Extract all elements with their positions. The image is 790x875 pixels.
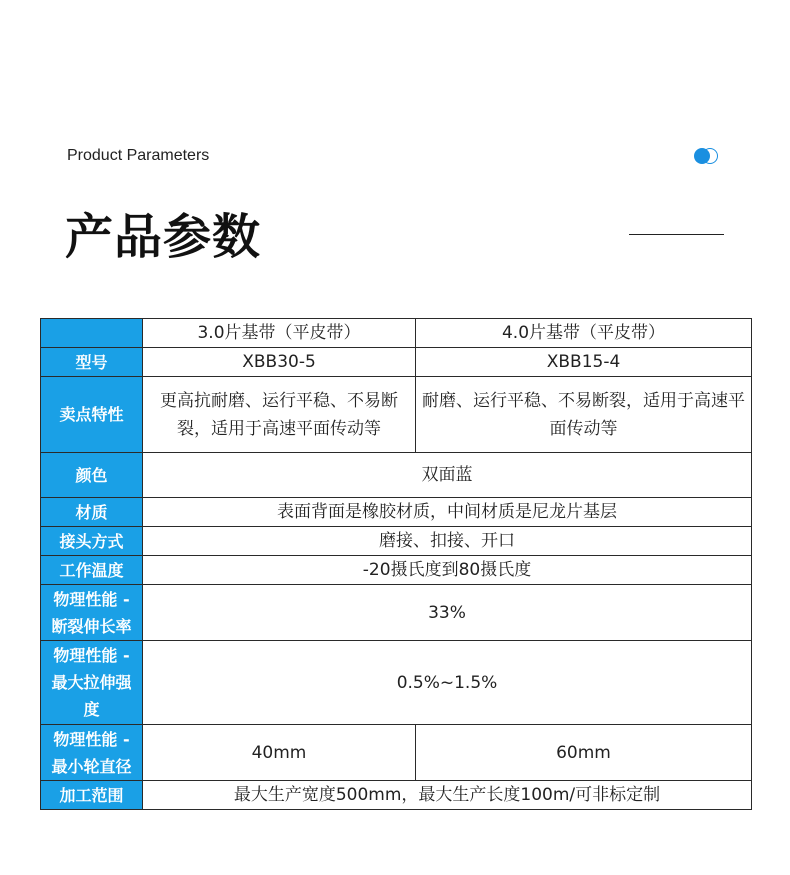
- table-row: [41, 319, 752, 348]
- stretch-value: 0.5%~1.5%: [143, 641, 752, 725]
- table-row: [41, 641, 752, 725]
- row-label-material: 材质: [41, 498, 143, 527]
- row-label-features: 卖点特性: [41, 377, 143, 453]
- row-label-processing: 加工范围: [41, 781, 143, 810]
- table-row: [41, 527, 752, 556]
- header-col1: 3.0片基带（平皮带）: [143, 319, 416, 348]
- section-subtitle: Product Parameters: [67, 147, 210, 164]
- table-row: [41, 498, 752, 527]
- joint-value: 磨接、扣接、开口: [143, 527, 752, 556]
- row-label-elongation: 物理性能 - 断裂伸长率: [41, 585, 143, 641]
- table-row: [41, 725, 752, 781]
- processing-value: 最大生产宽度500mm，最大生产长度100m/可非标定制: [143, 781, 752, 810]
- table-row: [41, 377, 752, 453]
- features-col2: 耐磨、运行平稳、不易断裂，适用于高速平面传动等: [416, 377, 752, 453]
- table-row: [41, 348, 752, 377]
- row-label-stretch: 物理性能 - 最大拉伸强度: [41, 641, 143, 725]
- header-label-cell: [41, 319, 143, 348]
- row-label-model: 型号: [41, 348, 143, 377]
- table-row: [41, 453, 752, 498]
- row-label-pulley: 物理性能 - 最小轮直径: [41, 725, 143, 781]
- color-value: 双面蓝: [143, 453, 752, 498]
- table-row: [41, 585, 752, 641]
- header-col2: 4.0片基带（平皮带）: [416, 319, 752, 348]
- parameters-table: [40, 318, 752, 810]
- pulley-col2: 60mm: [416, 725, 752, 781]
- table-row: [41, 781, 752, 810]
- toggle-dot: [694, 148, 710, 164]
- pulley-col1: 40mm: [143, 725, 416, 781]
- material-value: 表面背面是橡胶材质，中间材质是尼龙片基层: [143, 498, 752, 527]
- temperature-value: -20摄氏度到80摄氏度: [143, 556, 752, 585]
- page-title: 产品参数: [65, 209, 262, 265]
- table-row: [41, 556, 752, 585]
- model-col1: XBB30-5: [143, 348, 416, 377]
- toggle-icon: [694, 148, 722, 165]
- features-col1: 更高抗耐磨、运行平稳、不易断裂，适用于高速平面传动等: [143, 377, 416, 453]
- row-label-temperature: 工作温度: [41, 556, 143, 585]
- model-col2: XBB15-4: [416, 348, 752, 377]
- elongation-value: 33%: [143, 585, 752, 641]
- title-divider: [629, 234, 724, 235]
- row-label-joint: 接头方式: [41, 527, 143, 556]
- row-label-color: 颜色: [41, 453, 143, 498]
